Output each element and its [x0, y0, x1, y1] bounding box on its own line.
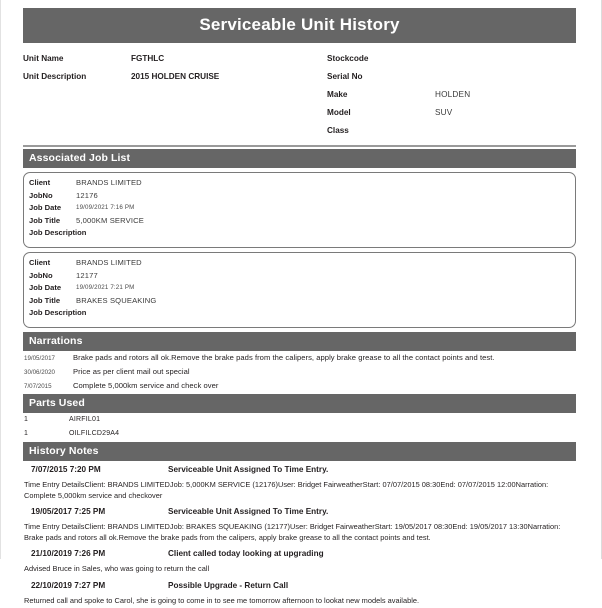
job-card: [23, 172, 576, 248]
history-note-header: [23, 577, 576, 593]
part-quantity: 1: [23, 413, 69, 427]
field-value: 2015 HOLDEN CRUISE: [131, 68, 219, 86]
field-make: [327, 86, 576, 104]
history-notes-list: [23, 461, 576, 608]
field-label: Class: [327, 122, 435, 140]
field-value: SUV: [435, 104, 452, 122]
history-note-title: Client called today looking at upgrading: [168, 546, 324, 561]
section-divider-rule: [23, 145, 576, 147]
job-field-value: 12176: [76, 190, 98, 203]
job-field-client: [29, 257, 575, 270]
history-note-entry: [23, 577, 576, 608]
job-field-value: BRANDS LIMITED: [76, 257, 142, 270]
unit-header-right-column: [327, 50, 576, 140]
field-label: Serial No: [327, 68, 435, 86]
job-field-jobno: [29, 270, 575, 283]
history-note-entry: [23, 545, 576, 577]
job-card: [23, 252, 576, 328]
narration-row: [23, 351, 576, 365]
job-field-label: Job Date: [29, 282, 76, 295]
history-note-title: Serviceable Unit Assigned To Time Entry.: [168, 462, 328, 477]
narrations-list: [23, 351, 576, 393]
history-note-date: 7/07/2015 7:20 PM: [23, 462, 168, 477]
section-header-narrations: Narrations: [23, 332, 576, 351]
history-note-body: Returned call and spoke to Carol, she is going to come in to see me tomorrow afternoon to lookat new models available.: [23, 593, 576, 608]
history-note-date: 22/10/2019 7:27 PM: [23, 578, 168, 593]
job-field-label: JobNo: [29, 270, 76, 283]
part-quantity: 1: [23, 427, 69, 441]
narration-row: [23, 365, 576, 379]
narration-date: 30/06/2020: [23, 366, 73, 380]
job-field-job-description: [29, 227, 575, 240]
part-row: [23, 413, 576, 427]
job-field-label: Job Date: [29, 202, 76, 215]
narration-date: 7/07/2015: [23, 380, 73, 394]
unit-header-info: [23, 50, 576, 140]
job-field-value: 12177: [76, 270, 98, 283]
history-note-title: Serviceable Unit Assigned To Time Entry.: [168, 504, 328, 519]
unit-header-left-column: [23, 50, 327, 140]
parts-used-list: [23, 413, 576, 441]
job-field-label: JobNo: [29, 190, 76, 203]
history-note-date: 21/10/2019 7:26 PM: [23, 546, 168, 561]
history-note-header: [23, 461, 576, 477]
field-stockcode: [327, 50, 576, 68]
history-note-header: [23, 503, 576, 519]
section-header-parts-used: Parts Used: [23, 394, 576, 413]
job-field-client: [29, 177, 575, 190]
history-note-date: 19/05/2017 7:25 PM: [23, 504, 168, 519]
field-unit-name: [23, 50, 327, 68]
job-field-label: Job Description: [29, 307, 104, 320]
history-note-body: Time Entry DetailsClient: BRANDS LIMITEDJob: BRAKES SQUEAKING (12177)User: Bridget FairweatherStart: 19/05/2017 08:30End: 19/05/2017 13:30Narration: Brake pads and rotors all ok.Remove the brake pads from the calipers, apply brake grease to all the contact points and test.: [23, 519, 576, 545]
field-class: [327, 122, 576, 140]
field-label: Unit Name: [23, 50, 131, 68]
part-code: OILFILCD29A4: [69, 427, 119, 441]
history-note-body: Time Entry DetailsClient: BRANDS LIMITEDJob: 5,000KM SERVICE (12176)User: Bridget FairweatherStart: 07/07/2015 08:30End: 07/07/2015 12:00Narration: Complete 5,000km service and checkover: [23, 477, 576, 503]
job-field-job-date: [29, 282, 575, 295]
field-label: Make: [327, 86, 435, 104]
job-field-value: 19/09/2021 7:16 PM: [76, 202, 134, 215]
narration-text: Complete 5,000km service and check over: [73, 379, 218, 393]
job-field-value: BRANDS LIMITED: [76, 177, 142, 190]
field-label: Stockcode: [327, 50, 435, 68]
narration-row: [23, 379, 576, 393]
report-body: [23, 0, 576, 608]
job-field-value: BRAKES SQUEAKING: [76, 295, 156, 308]
job-field-job-date: [29, 202, 575, 215]
job-field-value: 5,000KM SERVICE: [76, 215, 144, 228]
section-header-history-notes: History Notes: [23, 442, 576, 461]
job-field-job-description: [29, 307, 575, 320]
job-field-job-title: [29, 215, 575, 228]
narration-text: Brake pads and rotors all ok.Remove the brake pads from the calipers, apply brake grease to all the contact points and test.: [73, 351, 495, 365]
field-model: [327, 104, 576, 122]
field-label: Model: [327, 104, 435, 122]
job-field-label: Job Title: [29, 295, 76, 308]
narration-date: 19/05/2017: [23, 352, 73, 366]
job-field-label: Client: [29, 177, 76, 190]
job-field-jobno: [29, 190, 575, 203]
job-field-label: Job Title: [29, 215, 76, 228]
report-title: Serviceable Unit History: [23, 8, 576, 43]
history-note-entry: [23, 503, 576, 545]
field-unit-description: [23, 68, 327, 86]
history-note-body: Advised Bruce in Sales, who was going to return the call: [23, 561, 576, 577]
section-header-associated-job-list: Associated Job List: [23, 149, 576, 168]
field-label: Unit Description: [23, 68, 131, 86]
field-serial-no: [327, 68, 576, 86]
job-field-label: Client: [29, 257, 76, 270]
field-value: HOLDEN: [435, 86, 470, 104]
narration-text: Price as per client mail out special: [73, 365, 190, 379]
job-field-value: 19/09/2021 7:21 PM: [76, 282, 134, 295]
part-row: [23, 427, 576, 441]
history-note-title: Possible Upgrade - Return Call: [168, 578, 288, 593]
history-note-entry: [23, 461, 576, 503]
part-code: AIRFIL01: [69, 413, 100, 427]
job-field-label: Job Description: [29, 227, 104, 240]
field-value: FGTHLC: [131, 50, 164, 68]
job-field-job-title: [29, 295, 575, 308]
